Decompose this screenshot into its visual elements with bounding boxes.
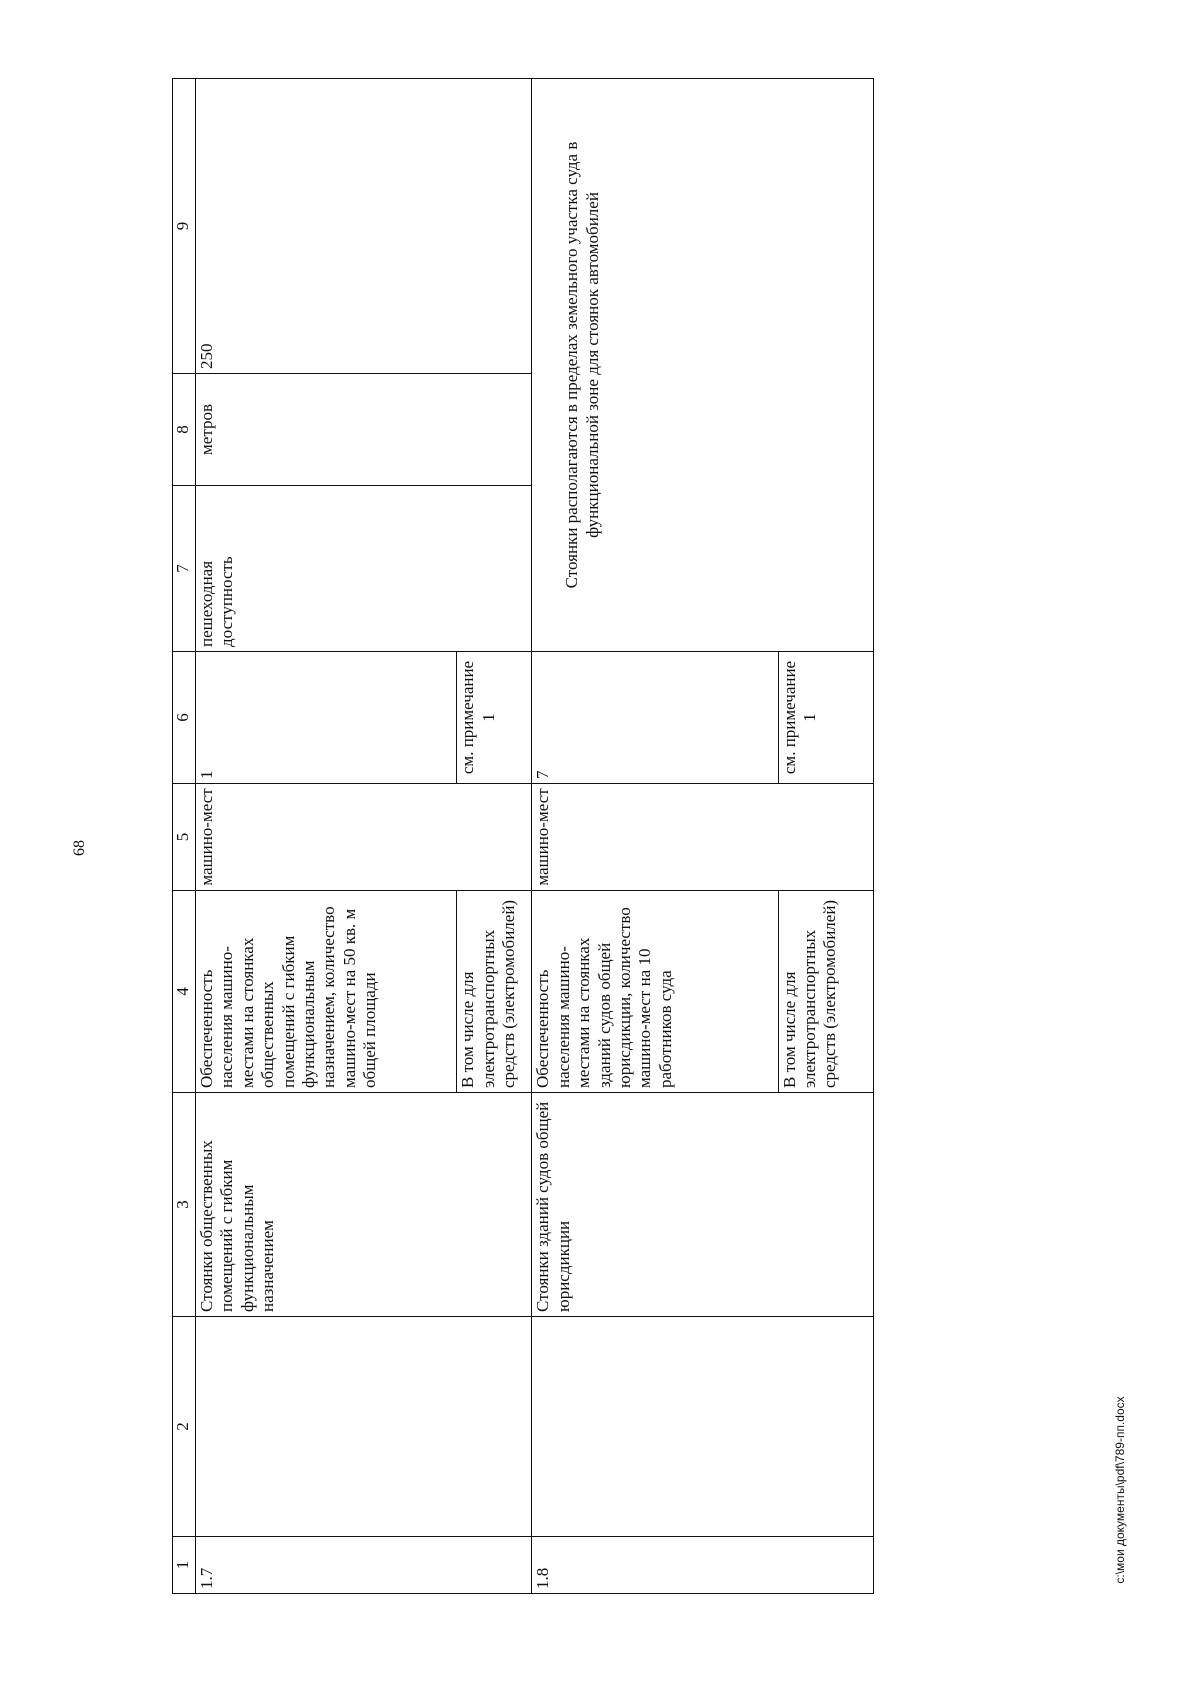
category-cell <box>532 1317 874 1537</box>
header-col-4: 4 <box>173 891 196 1093</box>
row-number: 1.8 <box>532 1537 874 1594</box>
note-text: Стоянки располагаются в пределах земельного участка суда в функциональной зоне для стоянок автомобилей <box>532 79 874 652</box>
accessibility-value: 250 <box>196 79 532 374</box>
header-col-8: 8 <box>173 374 196 486</box>
accessibility-unit: метров <box>196 374 532 486</box>
value-text: 1 <box>196 652 457 784</box>
norms-table <box>172 78 874 1594</box>
footer-file-path: c:\мои документы\pdf\789-пп.docx <box>1113 1396 1127 1584</box>
category-cell <box>196 1317 532 1537</box>
sub-indicator-text: В том числе для электротранспортных средств (электромобилей) <box>778 891 873 1093</box>
row-number: 1.7 <box>196 1537 532 1594</box>
unit-text: машино-мест <box>532 784 874 891</box>
header-col-1: 1 <box>173 1537 196 1594</box>
object-type: Стоянки зданий судов общей юрисдикции <box>532 1093 874 1317</box>
sub-indicator-text: В том числе для электротранспортных средств (электромобилей) <box>457 891 532 1093</box>
value-text: 7 <box>532 652 778 784</box>
table-row <box>532 79 778 1594</box>
indicator-text: Обеспеченность населения машино-местами на стоянках зданий судов общей юрисдикции, количество машино-мест на 10 работников суда <box>532 891 778 1093</box>
header-col-9: 9 <box>173 79 196 374</box>
header-col-6: 6 <box>173 652 196 784</box>
rotated-table-container <box>172 79 874 1594</box>
accessibility-text: пешеходная доступность <box>196 486 532 652</box>
table-row <box>196 79 457 1594</box>
header-col-3: 3 <box>173 1093 196 1317</box>
sub-value-text: см. примечание 1 <box>457 652 532 784</box>
indicator-text: Обеспеченность населения машино-местами на стоянках общественных помещений с гибким функциональным назначением, количество машино-мест на 50 кв. м общей площади <box>196 891 457 1093</box>
header-col-7: 7 <box>173 486 196 652</box>
object-type: Стоянки общественных помещений с гибким функциональным назначением <box>196 1093 532 1317</box>
unit-text: машино-мест <box>196 784 532 891</box>
sub-value-text: см. примечание 1 <box>778 652 873 784</box>
header-col-2: 2 <box>173 1317 196 1537</box>
header-row <box>173 79 196 1594</box>
header-col-5: 5 <box>173 784 196 891</box>
page-number: 68 <box>71 840 88 856</box>
